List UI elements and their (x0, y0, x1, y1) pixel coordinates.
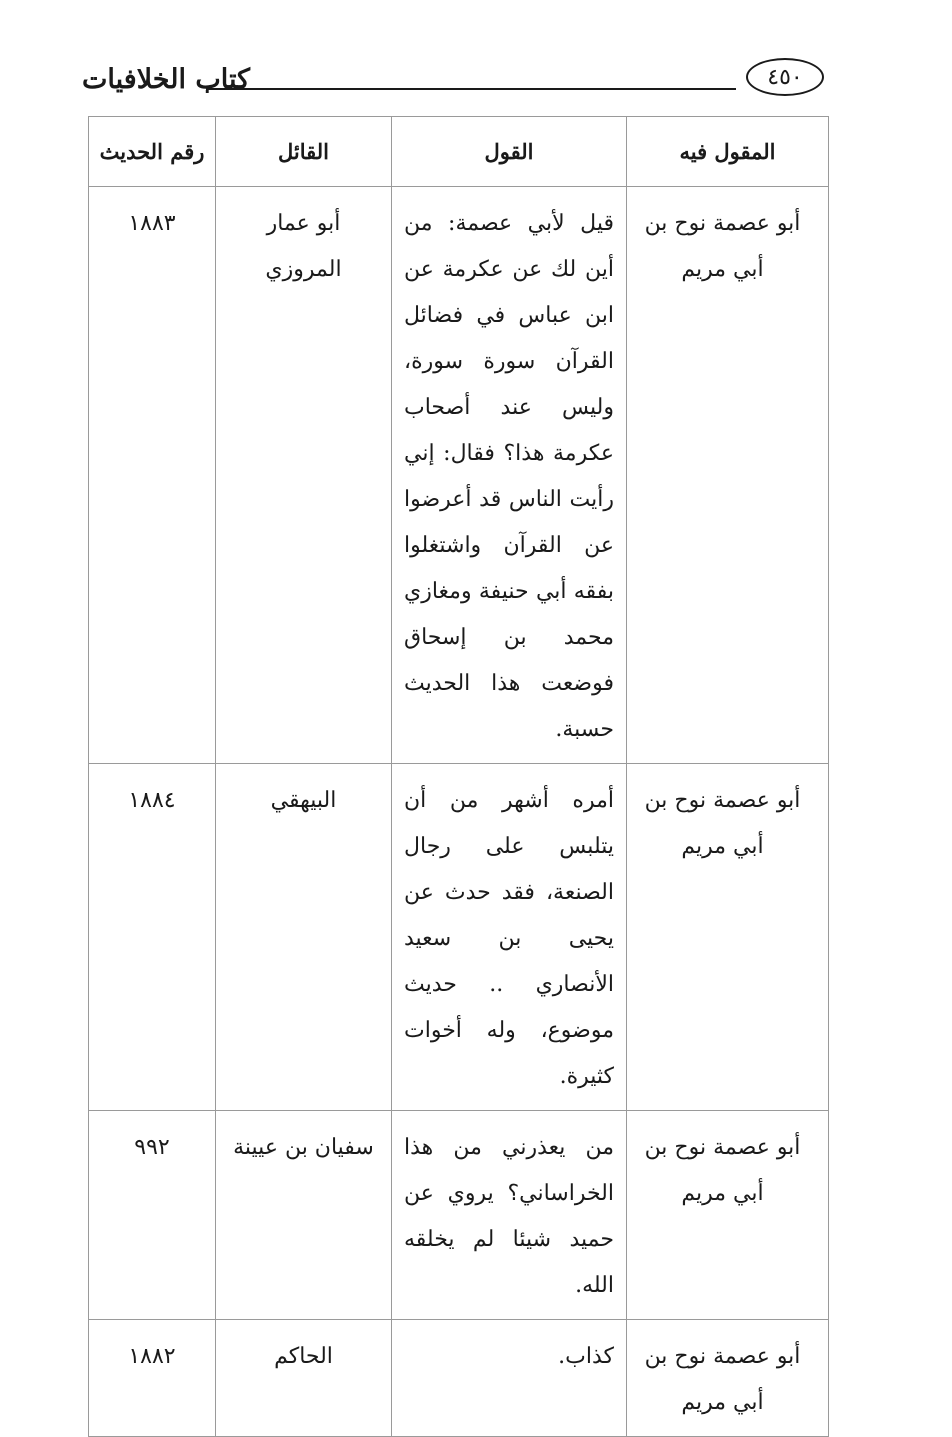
cell-said: قيل لأبي عصمة: من أين لك عن عكرمة عن ابن عباس في فضائل القرآن سورة سورة، وليس عند أصحاب عكرمة هذا؟ فقال: إني رأيت الناس قد أعرضوا عن القرآن واشتغلوا بفقه أبي حنيفة ومغازي محمد بن إسحاق فوضعت هذا الحديث حسبة. (392, 187, 627, 764)
cell-said: كذاب. (392, 1320, 627, 1437)
cell-number: ١٨٨٤ (89, 764, 216, 1111)
cell-sayer: سفيان بن عيينة (216, 1111, 392, 1320)
narrators-table-container (88, 116, 828, 1437)
cell-sayer: الحاكم (216, 1320, 392, 1437)
cell-number: ٩٩٢ (89, 1111, 216, 1320)
cell-said: أمره أشهر من أن يتلبس على رجال الصنعة، فقد حدث عن يحيى بن سعيد الأنصاري .. حديث موضوع، وله أخوات كثيرة. (392, 764, 627, 1111)
cell-number: ١٨٨٣ (89, 187, 216, 764)
table-row (89, 187, 829, 764)
table-row (89, 764, 829, 1111)
table-row (89, 1320, 829, 1437)
column-header-sayer: القائل (216, 117, 392, 187)
page-number: ٤٥٠ (746, 58, 824, 96)
narrators-table (88, 116, 829, 1437)
table-row (89, 1111, 829, 1320)
cell-about: أبو عصمة نوح بن أبي مريم (627, 1111, 829, 1320)
cell-about: أبو عصمة نوح بن أبي مريم (627, 1320, 829, 1437)
cell-about: أبو عصمة نوح بن أبي مريم (627, 764, 829, 1111)
page-header (82, 58, 824, 120)
cell-sayer: البيهقي (216, 764, 392, 1111)
book-title: كتاب الخلافيات (82, 64, 251, 95)
column-header-about: المقول فيه (627, 117, 829, 187)
table-header-row (89, 117, 829, 187)
header-rule (206, 88, 736, 90)
cell-about: أبو عصمة نوح بن أبي مريم (627, 187, 829, 764)
cell-sayer: أبو عمار المروزي (216, 187, 392, 764)
cell-number: ١٨٨٢ (89, 1320, 216, 1437)
cell-said: من يعذرني من هذا الخراساني؟ يروي عن حميد شيئا لم يخلقه الله. (392, 1111, 627, 1320)
column-header-said: القول (392, 117, 627, 187)
column-header-number: رقم الحديث (89, 117, 216, 187)
